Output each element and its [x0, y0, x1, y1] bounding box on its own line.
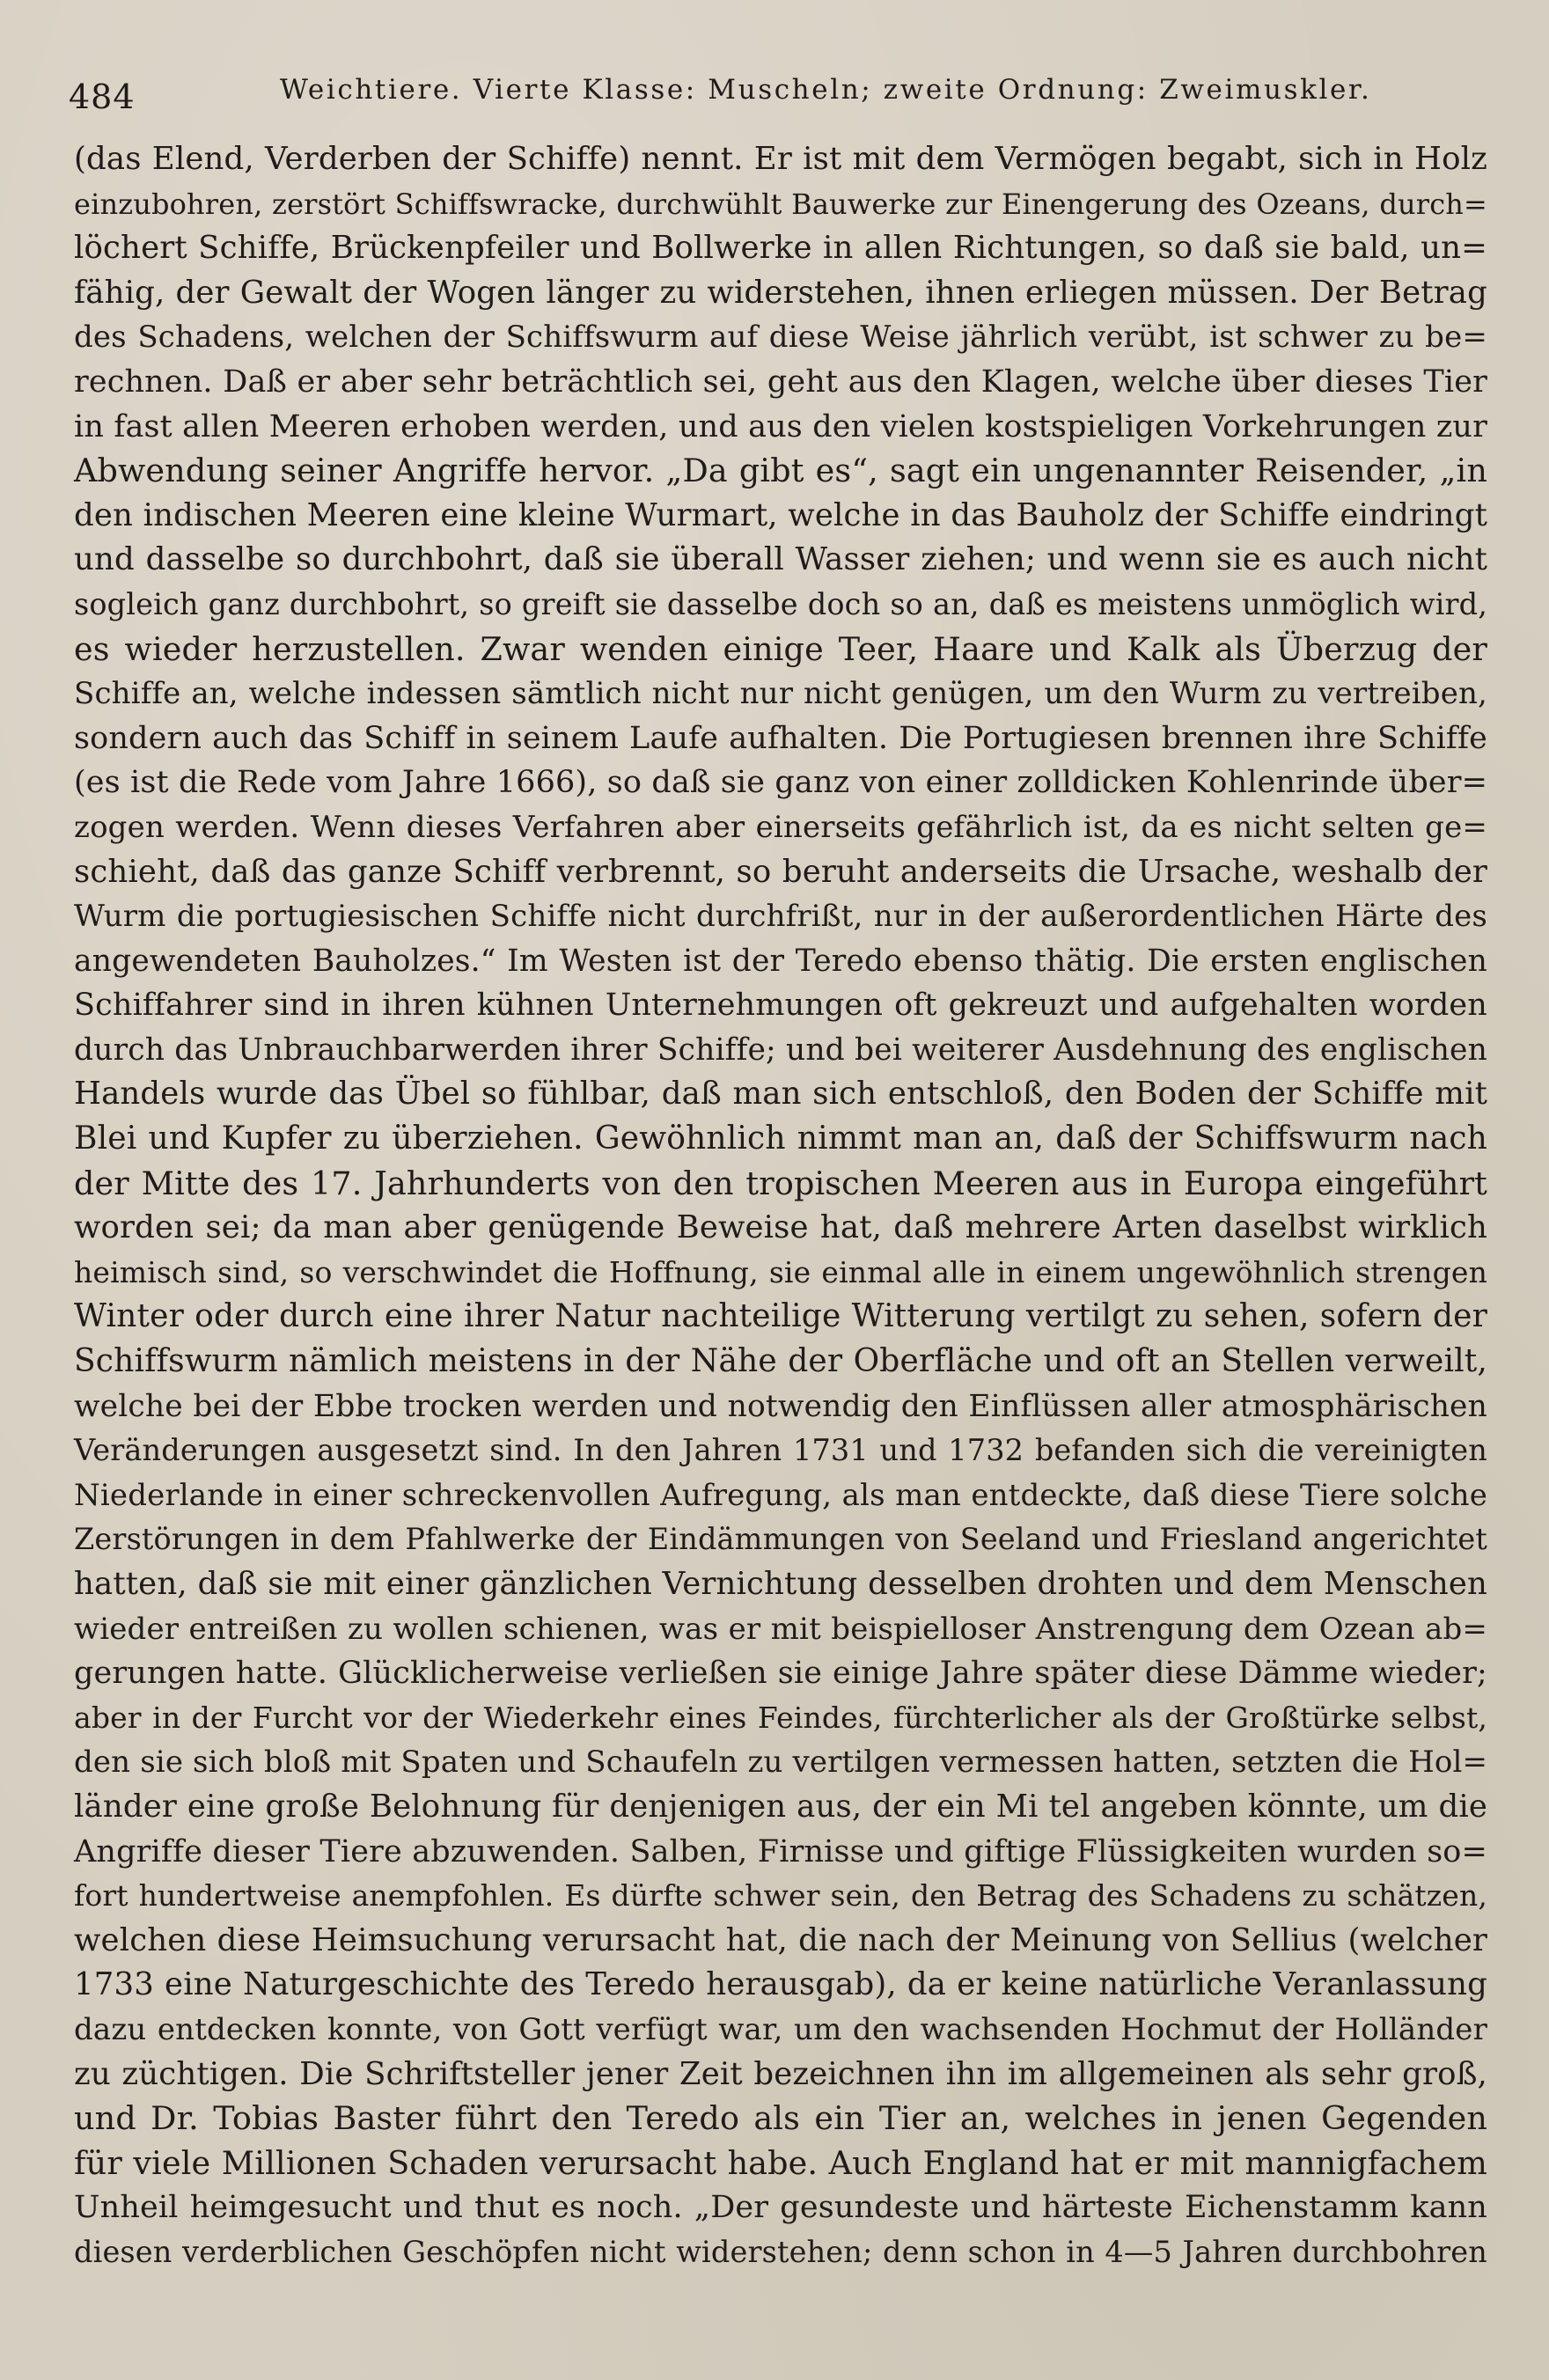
- text-line: Schiffswurm nämlich meistens in der Nähe der Oberfläche und oft an Stellen verweilt,: [74, 1343, 1487, 1380]
- text-line: (es ist die Rede vom Jahre 1666), so daß sie ganz von einer zolldicken Kohlenrinde über=: [74, 765, 1488, 801]
- body-text: [74, 137, 1487, 2275]
- text-line: fähig, der Gewalt der Wogen länger zu widerstehen, ihnen erliegen müssen. Der Betrag: [74, 274, 1487, 311]
- text-line: sondern auch das Schiff in seinem Laufe aufhalten. Die Portugiesen brennen ihre Schiffe: [74, 720, 1487, 756]
- text-line: in fast allen Meeren erhoben werden, und aus den vielen kostspieligen Vorkehrungen zur: [74, 408, 1487, 444]
- page-number: 484: [69, 77, 136, 116]
- text-line: Blei und Kupfer zu überziehen. Gewöhnlich nimmt man an, daß der Schiffswurm nach: [74, 1120, 1487, 1157]
- text-line: rechnen. Daß er aber sehr beträchtlich sei, geht aus den Klagen, welche über dieses Tier: [74, 364, 1487, 400]
- text-line: zu züchtigen. Die Schriftsteller jener Zeit bezeichnen ihn im allgemeinen als sehr groß,: [74, 2055, 1487, 2092]
- text-line: den sie sich bloß mit Spaten und Schaufeln zu vertilgen vermessen hatten, setzten die Hol=: [74, 1745, 1488, 1781]
- text-line: Unheil heimgesucht und thut es noch. „Der gesundeste und härteste Eichenstamm kann: [74, 2190, 1487, 2226]
- text-line: welchen diese Heimsuchung verursacht hat, die nach der Meinung von Sellius (welcher: [74, 1921, 1487, 1958]
- text-line: zogen werden. Wenn dieses Verfahren aber einerseits gefährlich ist, da es nicht selten ge=: [74, 809, 1487, 845]
- page-header: [69, 65, 1494, 118]
- text-line: länder eine große Belohnung für denjenigen aus, der ein Mi tel angeben könnte, um die: [74, 1788, 1487, 1825]
- text-line: worden sei; da man aber genügende Beweise hat, daß mehrere Arten daselbst wirklich: [74, 1209, 1487, 1246]
- text-line: durch das Unbrauchbarwerden ihrer Schiffe; und bei weiterer Ausdehnung des englischen: [74, 1032, 1487, 1068]
- text-line: hatten, daß sie mit einer gänzlichen Vernichtung desselben drohten und dem Menschen: [74, 1566, 1487, 1602]
- text-line: 1733 eine Naturgeschichte des Teredo herausgab), da er keine natürliche Veranlassung: [74, 1966, 1487, 2003]
- text-line: Niederlande in einer schreckenvollen Aufregung, als man entdeckte, daß diese Tiere solche: [74, 1477, 1487, 1513]
- text-line: und Dr. Tobias Baster führt den Teredo als ein Tier an, welches in jenen Gegenden: [74, 2099, 1487, 2138]
- text-line: angewendeten Bauholzes.“ Im Westen ist der Teredo ebenso thätig. Die ersten englischen: [74, 943, 1487, 979]
- text-line: Handels wurde das Übel so fühlbar, daß man sich entschloß, den Boden der Schiffe mit: [74, 1076, 1487, 1113]
- text-line: welche bei der Ebbe trocken werden und notwendig den Einflüssen aller atmosphärischen: [74, 1388, 1487, 1424]
- text-line: Veränderungen ausgesetzt sind. In den Jahren 1731 und 1732 befanden sich die vereinigten: [74, 1433, 1487, 1468]
- text-line: des Schadens, welchen der Schiffswurm auf diese Weise jährlich verübt, ist schwer zu be=: [74, 320, 1487, 356]
- text-line: gerungen hatte. Glücklicherweise verließen sie einige Jahre später diese Dämme wieder;: [74, 1656, 1487, 1692]
- text-line: fort hundertweise anempfohlen. Es dürfte schwer sein, den Betrag des Schadens zu schätzen,: [74, 1878, 1487, 1914]
- text-line: wieder entreißen zu wollen schienen, was er mit beispielloser Anstrengung dem Ozean ab=: [74, 1611, 1487, 1647]
- text-line: sogleich ganz durchbohrt, so greift sie dasselbe doch so an, daß es meistens unmöglich wird,: [74, 586, 1487, 621]
- running-head: Weichtiere. Vierte Klasse: Muscheln; zweite Ordnung: Zweimuskler.: [280, 74, 1372, 106]
- text-line: Angriffe dieser Tiere abzuwenden. Salben, Firnisse und giftige Flüssigkeiten wurden so=: [74, 1833, 1487, 1869]
- text-line: aber in der Furcht vor der Wiederkehr eines Feindes, fürchterlicher als der Großtürke selbst,: [74, 1700, 1487, 1735]
- text-line: Winter oder durch eine ihrer Natur nachteilige Witterung vertilgt zu sehen, sofern der: [74, 1298, 1487, 1335]
- text-line: einzubohren, zerstört Schiffswracke, durchwühlt Bauwerke zur Einengerung des Ozeans, durch=: [74, 187, 1487, 221]
- text-line: für viele Millionen Schaden verursacht habe. Auch England hat er mit mannigfachem: [74, 2143, 1487, 2182]
- text-line: (das Elend, Verderben der Schiffe) nennt. Er ist mit dem Vermögen begabt, sich in Holz: [74, 141, 1487, 177]
- text-line: den indischen Meeren eine kleine Wurmart, welche in das Bauholz der Schiffe eindringt: [74, 496, 1487, 533]
- text-line: löchert Schiffe, Brückenpfeiler und Bollwerke in allen Richtungen, so daß sie bald, un=: [74, 230, 1487, 267]
- text-line: Schiffahrer sind in ihren kühnen Unternehmungen oft gekreuzt und aufgehalten worden: [74, 988, 1487, 1024]
- text-line: Abwendung seiner Angriffe hervor. „Da gibt es“, sagt ein ungenannter Reisender, „in: [74, 452, 1487, 490]
- text-line: Schiffe an, welche indessen sämtlich nicht nur nicht genügen, um den Wurm zu vertreiben,: [74, 676, 1487, 712]
- text-line: es wieder herzustellen. Zwar wenden einige Teer, Haare und Kalk als Überzug der: [74, 629, 1487, 668]
- text-line: Zerstörungen in dem Pfahlwerke der Eindämmungen von Seeland und Friesland angerichtet: [74, 1522, 1487, 1557]
- text-line: diesen verderblichen Geschöpfen nicht widerstehen; denn schon in 4—5 Jahren durchbohren: [74, 2234, 1487, 2269]
- text-line: schieht, daß das ganze Schiff verbrennt, so beruht anderseits die Ursache, weshalb der: [74, 853, 1487, 890]
- text-line: und dasselbe so durchbohrt, daß sie überall Wasser ziehen; und wenn sie es auch nicht: [74, 541, 1487, 578]
- text-line: Wurm die portugiesischen Schiffe nicht durchfrißt, nur in der außerordentlichen Härte des: [74, 899, 1487, 935]
- text-line: dazu entdecken konnte, von Gott verfügt war, um den wachsenden Hochmut der Holländer: [74, 2011, 1487, 2047]
- text-line: der Mitte des 17. Jahrhunderts von den tropischen Meeren aus in Europa eingeführt: [74, 1164, 1487, 1202]
- text-line: heimisch sind, so verschwindet die Hoffnung, sie einmal alle in einem ungewöhnlich strengen: [74, 1254, 1487, 1289]
